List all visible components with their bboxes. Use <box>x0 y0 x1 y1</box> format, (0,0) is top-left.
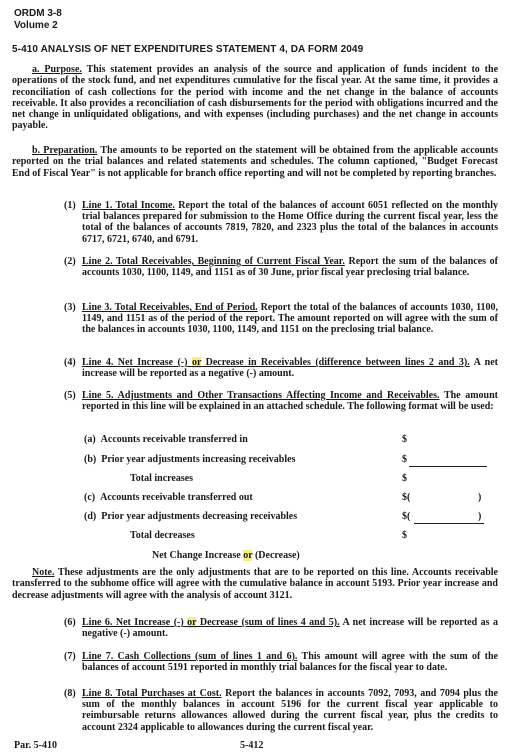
schedule-total-decreases: Total decreases <box>130 530 195 541</box>
item-line-4 <box>64 357 498 381</box>
row-label: Prior year adjustments decreasing receivables <box>101 511 298 522</box>
amount-rule <box>414 523 484 524</box>
net-change-text-rest: (Decrease) <box>252 550 300 561</box>
row-letter: (c) <box>84 492 96 503</box>
row-label: Accounts receivable transferred out <box>100 492 253 503</box>
schedule-row-c <box>84 492 253 503</box>
row-letter: (b) <box>84 454 97 465</box>
item-text: Report the total of the balances of accounts 1030, 1100, 1149, and 1151 as of the period of the report. The amount reported on will agree with the sum of the balances in accounts 1030, 1100, 1149, and 1151 on the preclosing trial balance. <box>82 302 499 336</box>
note-label: Note. <box>32 567 55 578</box>
note-text: These adjustments are the only adjustments that are to be reported on this line. Accounts receivable transferred to the subhome office will agree with the cumulative balance in account 5193. Prior year increase and decrease adjustments will agree with the analysis of account 3121. <box>12 567 498 601</box>
schedule-close-c: ) <box>478 492 482 503</box>
item-title: Line 8. Total Purchases at Cost. <box>82 688 222 699</box>
item-title: Line 2. Total Receivables, Beginning of Current Fiscal Year. <box>82 256 345 267</box>
highlighted-or: or <box>243 550 253 561</box>
net-change-text: Net Change Increase <box>152 550 244 561</box>
doc-id: ORDM 3-8 <box>14 8 62 19</box>
highlighted-or: or <box>191 357 202 368</box>
item-title-rest: Decrease in Receivables (difference between lines 2 and 3). <box>201 357 470 368</box>
purpose-text: This statement provides an analysis of the source and application of funds incident to the operations of the stock fund, and net expenditures cumulative for the fiscal year. At the same time, it provides a reconciliation of cash collections for the period with income and the net change in the balance of accounts receivable. It also provides a reconciliation of cash disbursements for the period with obligations incurred and the net change in unliquidated obligations, and with expenses (including purchases) and the net change in accounts payable. <box>12 64 499 132</box>
schedule-row-a <box>84 434 248 445</box>
note-paragraph <box>12 567 498 601</box>
item-text: Report the balances in accounts 7092, 7093, and 7094 plus the sum of the monthly balances in account 5196 for the current fiscal year applicable to reimbursable returns allowances allowed during the current fiscal year, plus the credits to account 2324 applicable to allowances during the current fiscal year. <box>82 688 498 733</box>
item-line-8 <box>64 688 498 744</box>
item-number: (4) <box>64 357 76 368</box>
schedule-row-d <box>84 511 297 522</box>
item-title: Line 6. Net Increase (-) <box>82 617 188 628</box>
schedule-close-d: ) <box>478 511 482 522</box>
schedule-row-b <box>84 454 295 465</box>
item-text: This amount will agree with the sum of the balances of account 5191 reported in monthly trial balances for the fiscal year to date. <box>82 651 498 674</box>
item-title: Line 1. Total Income. <box>82 200 175 211</box>
item-title: Line 5. Adjustments and Other Transactions Affecting Income and Receivables. <box>82 390 440 401</box>
item-title: Line 3. Total Receivables, End of Period. <box>82 302 258 313</box>
footer-paragraph-ref: Par. 5-410 <box>14 740 57 751</box>
row-label: Prior year adjustments increasing receivables <box>101 454 296 465</box>
item-title: Line 4. Net Increase (-) <box>82 357 192 368</box>
preparation-paragraph <box>12 145 498 179</box>
item-text: A net increase will be reported as a negative (-) amount. <box>82 357 498 380</box>
volume-label: Volume 2 <box>14 20 58 31</box>
item-text: The amount reported in this line will be explained in an attached schedule. The following format will be used: <box>82 390 498 413</box>
item-number: (2) <box>64 256 76 267</box>
schedule-amount-total-decreases: $ <box>402 530 407 541</box>
row-label: Accounts receivable transferred in <box>100 434 248 445</box>
amount-rule <box>409 466 487 467</box>
item-text: Report the total of the balances of account 6051 reflected on the monthly trial balances prepared for submission to the Home Office during the current fiscal year, less the total of the balances of accounts 7819, 7820, and 2323 plus the total of the balances in accounts 6717, 6721, 6740, and 6791. <box>82 200 498 245</box>
section-title: 5-410 ANALYSIS OF NET EXPENDITURES STATEMENT 4, DA FORM 2049 <box>12 44 364 55</box>
item-number: (8) <box>64 688 76 699</box>
purpose-label: a. Purpose. <box>32 64 82 75</box>
item-text: A net increase will be reported as a negative (-) amount. <box>82 617 498 640</box>
schedule-amount-a: $ <box>402 434 407 445</box>
purpose-paragraph <box>12 64 498 132</box>
item-text: Report the sum of the balances of accounts 1030, 1100, 1149, and 1151 as of 30 June, prior fiscal year preclosing trial balance. <box>82 256 499 279</box>
net-change-line <box>152 550 300 561</box>
item-line-1 <box>64 200 498 246</box>
row-letter: (d) <box>84 511 97 522</box>
schedule-total-increases: Total increases <box>130 473 194 484</box>
item-line-7 <box>64 651 498 687</box>
item-title-rest: Decrease (sum of lines 4 and 5). <box>196 617 340 628</box>
item-number: (3) <box>64 302 76 313</box>
item-number: (6) <box>64 617 76 628</box>
preparation-label: b. Preparation. <box>32 145 98 156</box>
preparation-text: The amounts to be reported on the statement will be obtained from the applicable accounts reported on the trial balances and related statements and schedules. The column captioned, "Budget Forecast End of Fiscal Year" is not applicable for branch office reporting and will not be completed by reporting branches. <box>12 145 498 179</box>
footer-page-number: 5-412 <box>240 740 264 751</box>
item-number: (5) <box>64 390 76 401</box>
item-number: (7) <box>64 651 76 662</box>
schedule-amount-c: $( <box>402 492 411 503</box>
schedule-amount-d: $( <box>402 511 411 522</box>
item-title: Line 7. Cash Collections (sum of lines 1 and 6). <box>82 651 298 662</box>
schedule-amount-total-increases: $ <box>402 473 407 484</box>
row-letter: (a) <box>84 434 96 445</box>
item-line-3 <box>64 302 498 348</box>
highlighted-or: or <box>187 617 197 628</box>
item-number: (1) <box>64 200 76 211</box>
item-line-5 <box>64 390 498 426</box>
item-line-2 <box>64 256 498 292</box>
item-line-6 <box>64 617 498 641</box>
schedule-amount-b: $ <box>402 454 407 465</box>
